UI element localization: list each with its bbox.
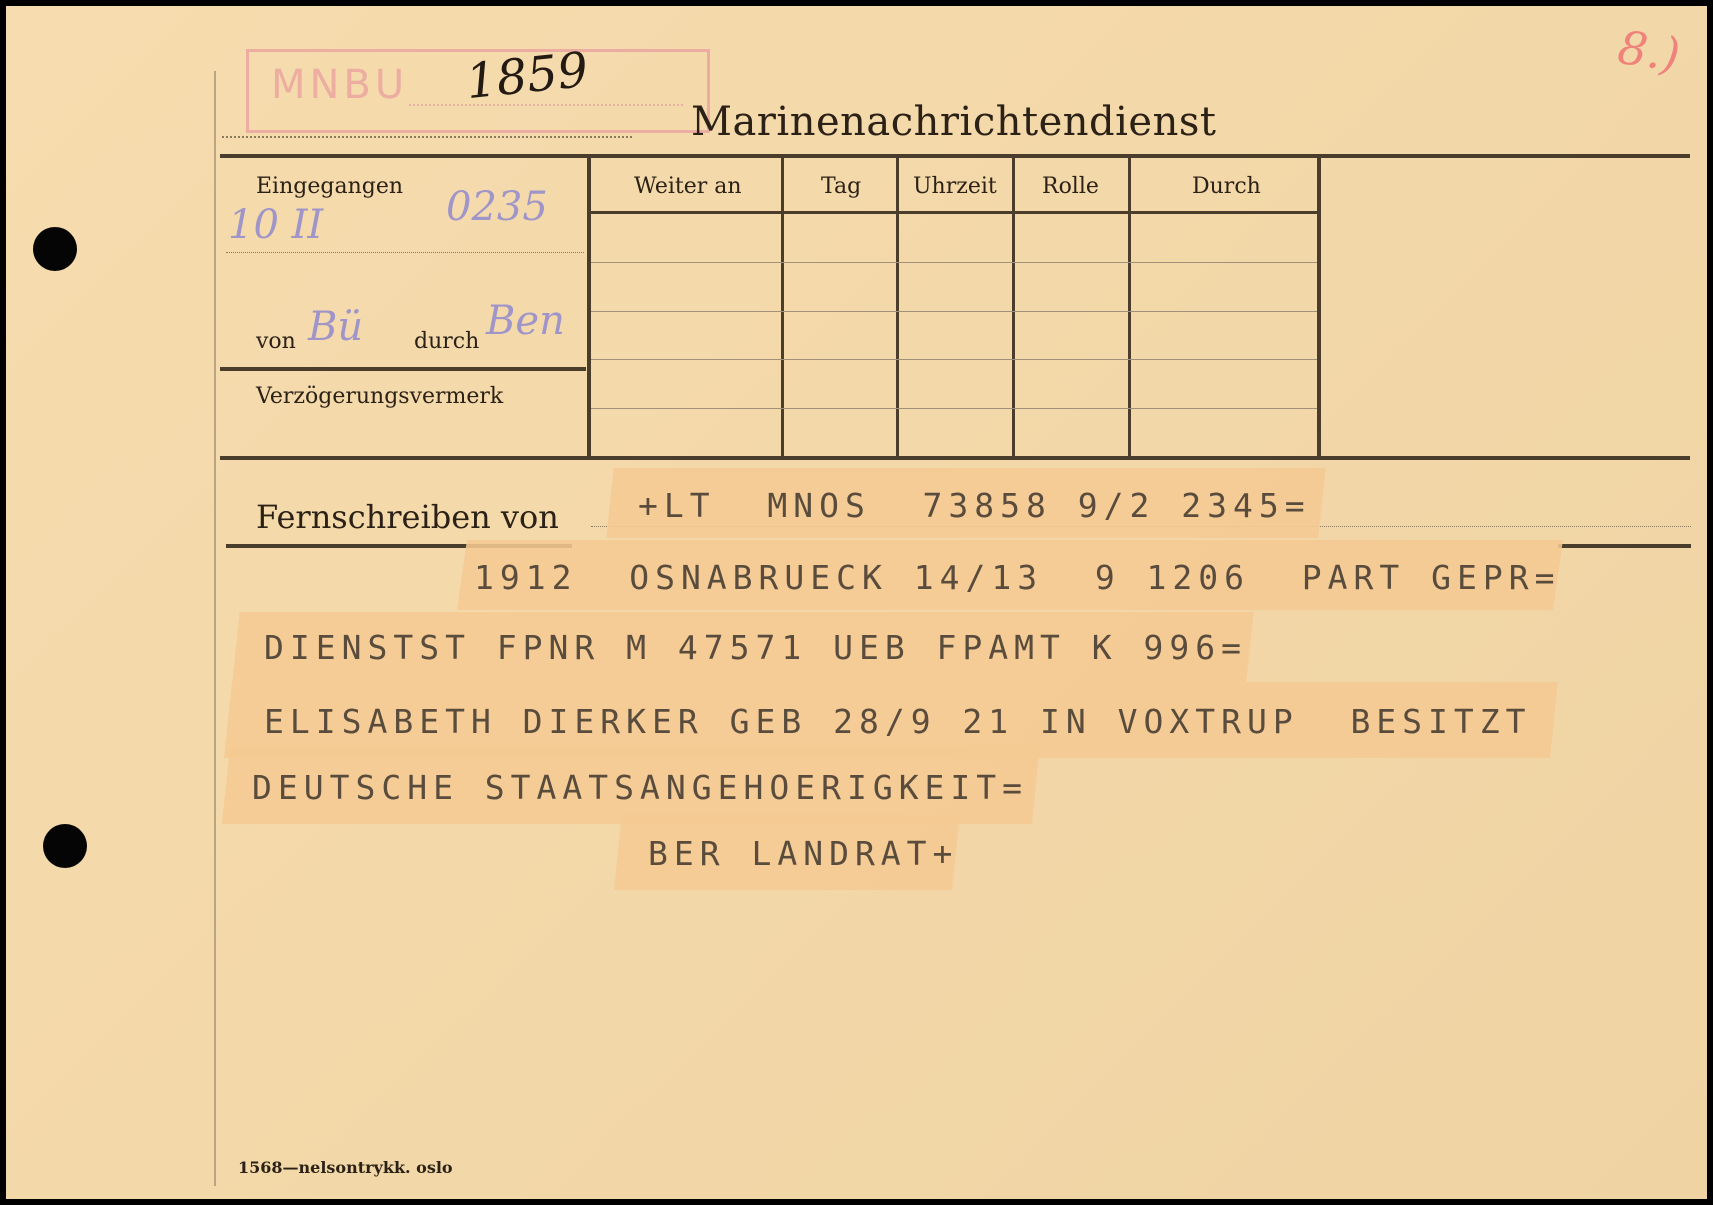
table-row-line bbox=[591, 262, 1317, 263]
from-initials: Bü bbox=[308, 304, 364, 350]
stamp-dotted-line bbox=[409, 104, 683, 106]
telegram-line-5: DEUTSCHE STAATSANGEHOERIGKEIT= bbox=[252, 768, 1029, 807]
table-col-divider-3 bbox=[1012, 158, 1015, 456]
header-top-rule bbox=[220, 154, 1690, 158]
col-header-durch: Durch bbox=[1192, 174, 1261, 199]
telegram-line-4: ELISABETH DIERKER GEB 28/9 21 IN VOXTRUP BESITZT bbox=[264, 702, 1532, 741]
header-bottom-rule bbox=[220, 456, 1690, 460]
telegram-line-6: BER LANDRAT+ bbox=[648, 834, 959, 873]
received-dotted-line bbox=[226, 252, 584, 253]
received-label: Eingegangen bbox=[256, 174, 404, 199]
punch-hole-bottom bbox=[43, 824, 87, 868]
margin-line bbox=[214, 71, 216, 1186]
delay-label: Verzögerungsvermerk bbox=[256, 384, 504, 409]
col-header-rolle: Rolle bbox=[1042, 174, 1099, 199]
printer-footer: 1568—nelsontrykk. oslo bbox=[238, 1158, 453, 1177]
col-header-uhrzeit: Uhrzeit bbox=[913, 174, 997, 199]
via-label: durch bbox=[414, 329, 480, 354]
from-label: von bbox=[256, 329, 296, 354]
punch-hole-top bbox=[33, 227, 77, 271]
telegram-line-2: 1912 OSNABRUECK 14/13 9 1206 PART GEPR= bbox=[474, 558, 1561, 597]
table-col-divider-2 bbox=[896, 158, 899, 456]
table-row-line bbox=[591, 311, 1317, 312]
table-col-divider-4 bbox=[1128, 158, 1131, 456]
telegram-form-sheet bbox=[6, 6, 1707, 1199]
left-block-rule bbox=[220, 367, 586, 371]
telex-right-rule bbox=[1558, 544, 1691, 548]
col-header-weiter-an: Weiter an bbox=[634, 174, 742, 199]
col-header-tag: Tag bbox=[821, 174, 862, 199]
telegram-line-1: +LT MNOS 73858 9/2 2345= bbox=[638, 486, 1311, 525]
form-title: Marinenachrichtendienst bbox=[691, 99, 1217, 145]
table-col-divider-1 bbox=[781, 158, 784, 456]
title-dotted-line bbox=[222, 136, 632, 138]
table-row-line bbox=[591, 359, 1317, 360]
stamp-label: MNBU bbox=[271, 62, 409, 108]
table-col-divider-0 bbox=[587, 158, 591, 456]
table-header-rule bbox=[589, 211, 1319, 214]
stamp-handwritten-number: 1859 bbox=[463, 41, 591, 111]
table-row-line bbox=[591, 408, 1317, 409]
received-time: 0235 bbox=[446, 184, 548, 230]
received-date: 10 II bbox=[228, 202, 324, 248]
corner-red-mark: 8.) bbox=[1614, 19, 1684, 83]
table-col-divider-5 bbox=[1317, 158, 1321, 456]
via-initials: Ben bbox=[486, 298, 565, 344]
telex-from-label: Fernschreiben von bbox=[256, 498, 559, 536]
telegram-line-3: DIENSTST FPNR M 47571 UEB FPAMT K 996= bbox=[264, 628, 1247, 667]
